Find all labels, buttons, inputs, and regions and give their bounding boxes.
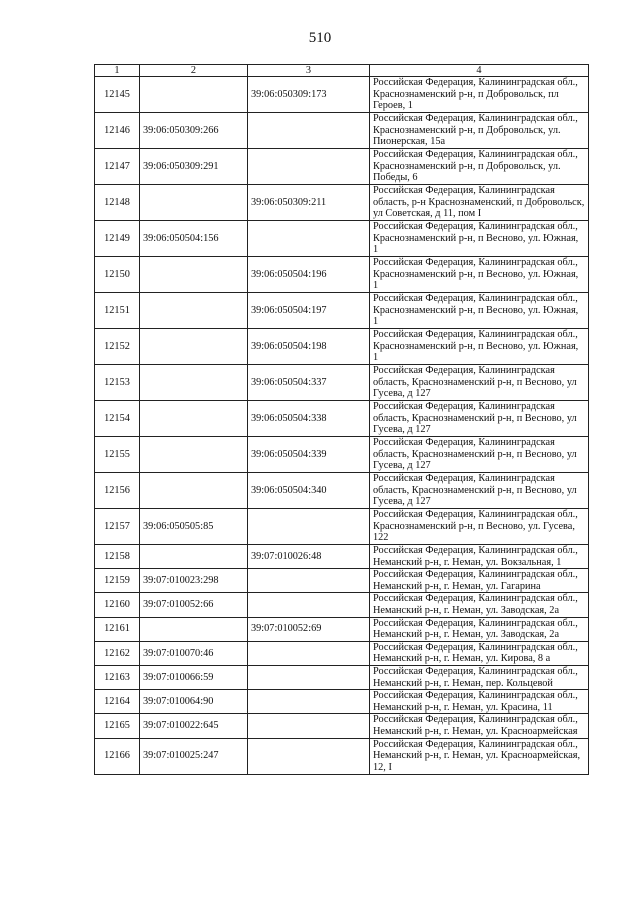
row-number: 12149	[95, 221, 140, 257]
row-number: 12147	[95, 149, 140, 185]
row-number: 12150	[95, 257, 140, 293]
cadastral-number-col3	[248, 569, 370, 593]
address-cell: Российская Федерация, Калининградская область, Краснознаменский р-н, п Весново, ул Гусева, д 127	[370, 437, 589, 473]
header-row	[95, 65, 589, 77]
cadastral-number-col3	[248, 113, 370, 149]
row-number: 12166	[95, 738, 140, 774]
table-row	[95, 329, 589, 365]
cadastral-number-col2	[140, 401, 248, 437]
row-number: 12160	[95, 593, 140, 617]
column-header: 1	[95, 65, 140, 77]
cadastral-number-col3: 39:06:050504:196	[248, 257, 370, 293]
address-cell: Российская Федерация, Калининградская область, р-н Краснознаменский, п Добровольск, ул Советская, д 11, пом I	[370, 185, 589, 221]
cadastral-number-col3: 39:06:050504:339	[248, 437, 370, 473]
address-cell: Российская Федерация, Калининградская обл., Краснознаменский р-н, п Добровольск, пл Героев, 1	[370, 77, 589, 113]
table-row	[95, 545, 589, 569]
cadastral-number-col2: 39:07:010022:645	[140, 714, 248, 738]
cadastral-number-col3	[248, 738, 370, 774]
row-number: 12156	[95, 473, 140, 509]
cadastral-number-col2	[140, 545, 248, 569]
address-cell: Российская Федерация, Калининградская обл., Неманский р-н, г. Неман, ул. Красноармейская, 12, I	[370, 738, 589, 774]
row-number: 12159	[95, 569, 140, 593]
row-number: 12152	[95, 329, 140, 365]
cadastral-number-col2: 39:06:050505:85	[140, 509, 248, 545]
address-cell: Российская Федерация, Калининградская обл., Краснознаменский р-н, п Добровольск, ул. Пионерская, 15а	[370, 113, 589, 149]
cadastral-number-col2: 39:07:010023:298	[140, 569, 248, 593]
address-cell: Российская Федерация, Калининградская обл., Краснознаменский р-н, п Весново, ул. Южная, 1	[370, 257, 589, 293]
table-row	[95, 437, 589, 473]
table-row	[95, 77, 589, 113]
row-number: 12158	[95, 545, 140, 569]
cadastral-number-col2	[140, 257, 248, 293]
cadastral-number-col3: 39:06:050309:173	[248, 77, 370, 113]
cadastral-number-col3: 39:06:050309:211	[248, 185, 370, 221]
row-number: 12153	[95, 365, 140, 401]
cadastral-number-col2	[140, 365, 248, 401]
cadastral-number-col3: 39:06:050504:340	[248, 473, 370, 509]
row-number: 12157	[95, 509, 140, 545]
cadastral-number-col2	[140, 329, 248, 365]
cadastral-number-col3	[248, 641, 370, 665]
cadastral-number-col3	[248, 665, 370, 689]
row-number: 12154	[95, 401, 140, 437]
page-number: 510	[308, 30, 332, 46]
cadastral-number-col2	[140, 473, 248, 509]
table-row	[95, 113, 589, 149]
table-row	[95, 221, 589, 257]
table-row	[95, 293, 589, 329]
cadastral-number-col2: 39:06:050309:266	[140, 113, 248, 149]
cadastral-number-col3	[248, 593, 370, 617]
cadastral-number-col3: 39:06:050504:338	[248, 401, 370, 437]
table-row	[95, 401, 589, 437]
address-cell: Российская Федерация, Калининградская обл., Краснознаменский р-н, п Весново, ул. Южная, 1	[370, 293, 589, 329]
address-cell: Российская Федерация, Калининградская обл., Краснознаменский р-н, п Весново, ул. Гусева, 122	[370, 509, 589, 545]
cadastral-number-col3	[248, 221, 370, 257]
address-cell: Российская Федерация, Калининградская обл., Краснознаменский р-н, п Весново, ул. Южная, 1	[370, 329, 589, 365]
address-cell: Российская Федерация, Калининградская обл., Неманский р-н, г. Неман, ул. Заводская, 2а	[370, 593, 589, 617]
address-cell: Российская Федерация, Калининградская обл., Неманский р-н, г. Неман, ул. Гагарина	[370, 569, 589, 593]
table-row	[95, 509, 589, 545]
table-row	[95, 690, 589, 714]
cadastral-number-col3	[248, 714, 370, 738]
table-row	[95, 257, 589, 293]
address-cell: Российская Федерация, Калининградская обл., Краснознаменский р-н, п Добровольск, ул. Победы, 6	[370, 149, 589, 185]
row-number: 12151	[95, 293, 140, 329]
table-row	[95, 665, 589, 689]
table-row	[95, 149, 589, 185]
row-number: 12161	[95, 617, 140, 641]
cadastral-number-col3: 39:06:050504:198	[248, 329, 370, 365]
table-row	[95, 617, 589, 641]
cadastral-number-col3	[248, 149, 370, 185]
cadastral-number-col3: 39:07:010026:48	[248, 545, 370, 569]
table-body	[95, 77, 589, 775]
address-cell: Российская Федерация, Калининградская обл., Неманский р-н, г. Неман, пер. Кольцевой	[370, 665, 589, 689]
cadastral-number-col3	[248, 690, 370, 714]
column-header: 4	[370, 65, 589, 77]
cadastral-number-col2: 39:07:010066:59	[140, 665, 248, 689]
table-row	[95, 738, 589, 774]
cadastral-number-col2: 39:06:050504:156	[140, 221, 248, 257]
table-row	[95, 714, 589, 738]
property-table	[94, 64, 589, 775]
row-number: 12164	[95, 690, 140, 714]
table-row	[95, 593, 589, 617]
table-row	[95, 569, 589, 593]
cadastral-number-col2: 39:07:010070:46	[140, 641, 248, 665]
cadastral-number-col2	[140, 617, 248, 641]
column-header: 2	[140, 65, 248, 77]
row-number: 12145	[95, 77, 140, 113]
row-number: 12165	[95, 714, 140, 738]
row-number: 12148	[95, 185, 140, 221]
cadastral-number-col2: 39:07:010052:66	[140, 593, 248, 617]
table-row	[95, 473, 589, 509]
row-number: 12146	[95, 113, 140, 149]
table-row	[95, 641, 589, 665]
address-cell: Российская Федерация, Калининградская область, Краснознаменский р-н, п Весново, ул Гусева, д 127	[370, 401, 589, 437]
cadastral-number-col2: 39:06:050309:291	[140, 149, 248, 185]
address-cell: Российская Федерация, Калининградская обл., Неманский р-н, г. Неман, ул. Кирова, 8 а	[370, 641, 589, 665]
cadastral-number-col2: 39:07:010025:247	[140, 738, 248, 774]
table-row	[95, 185, 589, 221]
cadastral-number-col2	[140, 77, 248, 113]
cadastral-number-col2	[140, 185, 248, 221]
row-number: 12162	[95, 641, 140, 665]
cadastral-number-col2	[140, 437, 248, 473]
table-row	[95, 365, 589, 401]
address-cell: Российская Федерация, Калининградская обл., Неманский р-н, г. Неман, ул. Вокзальная, 1	[370, 545, 589, 569]
address-cell: Российская Федерация, Калининградская обл., Неманский р-н, г. Неман, ул. Красина, 11	[370, 690, 589, 714]
address-cell: Российская Федерация, Калининградская обл., Краснознаменский р-н, п Весново, ул. Южная, 1	[370, 221, 589, 257]
address-cell: Российская Федерация, Калининградская область, Краснознаменский р-н, п Весново, ул Гусева, д 127	[370, 473, 589, 509]
cadastral-number-col3: 39:06:050504:337	[248, 365, 370, 401]
cadastral-number-col2	[140, 293, 248, 329]
address-cell: Российская Федерация, Калининградская обл., Неманский р-н, г. Неман, ул. Заводская, 2а	[370, 617, 589, 641]
row-number: 12155	[95, 437, 140, 473]
cadastral-number-col3	[248, 509, 370, 545]
cadastral-number-col3: 39:06:050504:197	[248, 293, 370, 329]
cadastral-number-col3: 39:07:010052:69	[248, 617, 370, 641]
row-number: 12163	[95, 665, 140, 689]
address-cell: Российская Федерация, Калининградская область, Краснознаменский р-н, п Весново, ул Гусева, д 127	[370, 365, 589, 401]
column-header: 3	[248, 65, 370, 77]
cadastral-number-col2: 39:07:010064:90	[140, 690, 248, 714]
address-cell: Российская Федерация, Калининградская обл., Неманский р-н, г. Неман, ул. Красноармейская	[370, 714, 589, 738]
